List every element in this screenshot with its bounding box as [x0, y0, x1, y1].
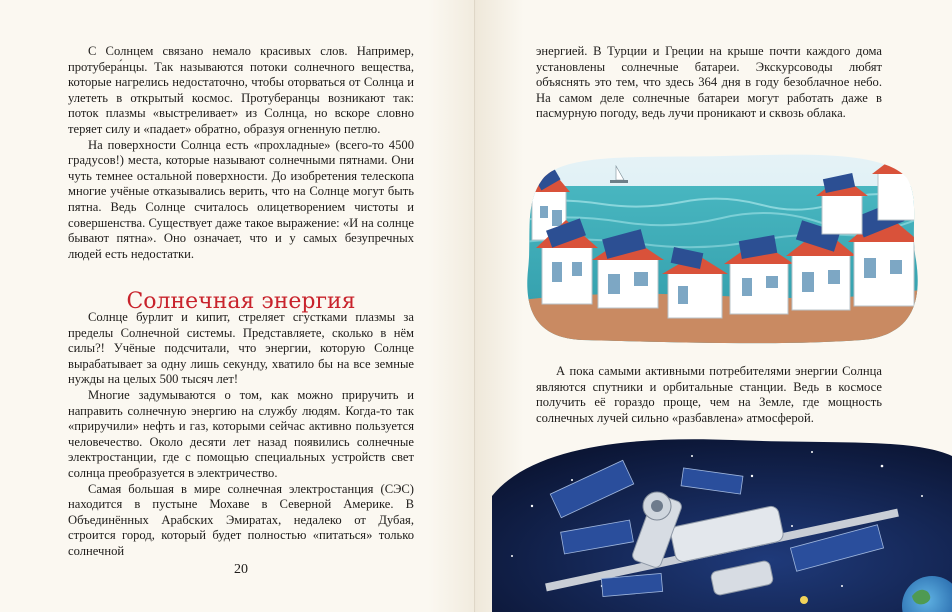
right-text-block-top: [536, 44, 882, 122]
space-station-illustration: [492, 436, 952, 612]
paragraph: На поверхности Солнца есть «прохладные» (всего-то 4500 градусов!) места, которые называют солнечными пятнами. Они чуть темнее остальной поверхности. До изобретения телескопа многие учёные отказывались верить, что на Солнце могут быть пятна. Ведь Солнце считалось олицетворением чистоты и совершенства. Существует даже такое выражение: «И на солнце бывают пятна». Оно означает, что и у самых безупречных людей есть недостатки.: [68, 137, 414, 261]
left-text-block-bottom: [68, 310, 414, 560]
left-text-block-top: [68, 44, 414, 262]
paragraph: энергией. В Турции и Греции на крыше почти каждого дома установлены солнечные батареи. Экскурсоводы любят объяснять это тем, что здесь 364 дня в году безоблачное небо. На самом деле солнечные батареи могут работать даже в пасмурную погоду, ведь лучи проникают и сквозь облака.: [536, 44, 882, 121]
section-heading: Солнечная энергия: [126, 289, 356, 315]
page-number: 20: [234, 562, 248, 577]
paragraph: Самая большая в мире солнечная электростанция (СЭС) находится в пустыне Мохаве в Северной Америке. В Объединённых Арабских Эмиратах, недалеко от Дубая, строится город, который будет полностью «питаться» только солнечной: [68, 481, 414, 558]
paragraph: Многие задумываются о том, как можно приручить и направить солнечную энергию на службу людям. Когда-то так «приручили» нефть и газ, которыми сейчас активно пользуется человечество. Около десяти лет назад появились солнечные электростанции, где с помощью специальных устройств свет солнца преобразуется в электричество.: [68, 387, 414, 480]
paragraph: С Солнцем связано немало красивых слов. Например, протубера́нцы. Так называются потоки солнечного вещества, которые нагрелись недостаточно, чтобы оторваться от Солнца и улететь в открытый космос. Протуберанцы возникают так: поток плазмы «выстреливает» из Солнца, но вскоре словно теряет силу и «падает» обратно, образуя огненную петлю.: [68, 44, 414, 136]
paragraph: А пока самыми активными потребителями энергии Солнца являются спутники и орбитальные станции. Ведь в космосе получить её гораздо проще, чем на Земле, где мощность солнечных лучей сильно «разбавлена» атмосферой.: [536, 364, 882, 425]
paragraph: Солнце бурлит и кипит, стреляет сгустками плазмы за пределы Солнечной системы. Представляете, сколько в нём силы?! Учёные подсчитали, что энергии, которую Солнце вырабатывает за одну лишь секунду, хватило бы на все земные нужды на целых 500 тысяч лет!: [68, 310, 414, 387]
sea-houses-solar-panels-illustration: [522, 150, 920, 346]
right-text-block-bottom: [536, 364, 882, 426]
